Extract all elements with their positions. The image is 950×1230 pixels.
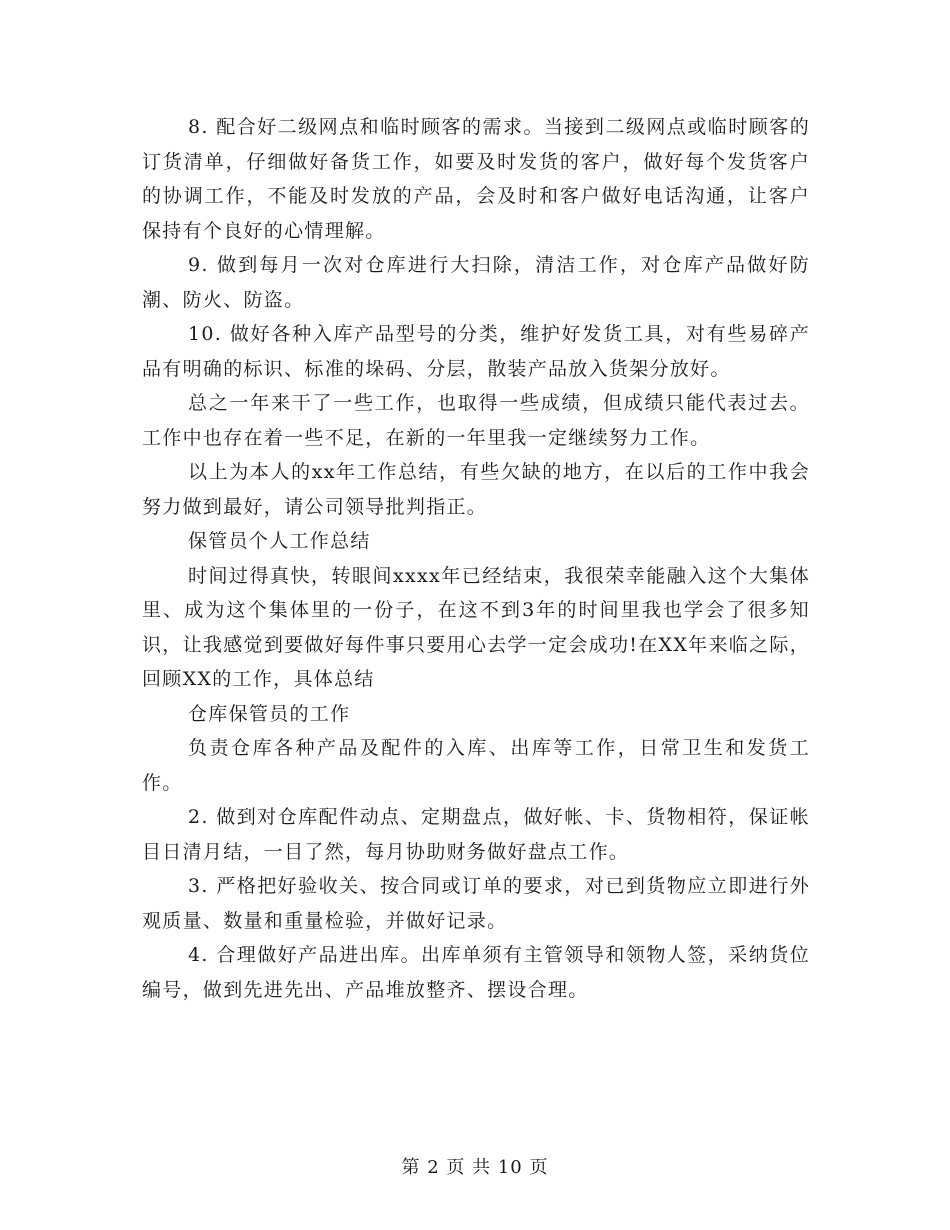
subsection-title: 仓库保管员的工作 xyxy=(188,702,351,725)
paragraph-item-9: 9. 做到每月一次对仓库进行大扫除，清洁工作，对仓库产品做好防潮、防火、防盗。 xyxy=(142,254,810,311)
page-number: 第 2 页 共 10 页 xyxy=(401,1157,549,1178)
paragraph-intro: 时间过得真快，转眼间xxxx年已经结束，我很荣幸能融入这个大集体里、成为这个集体里的一份子，在这不到3年的时间里我也学会了很多知识，让我感觉到要做好每件事只要用心去学一定会成功!在XX年来临之际，回顾XX的工作，具体总结 xyxy=(142,564,810,690)
body-text xyxy=(142,110,810,1007)
paragraph-item-8: 8. 配合好二级网点和临时顾客的需求。当接到二级网点或临时顾客的订货清单，仔细做好备货工作，如要及时发货的客户，做好每个发货客户的协调工作，不能及时发放的产品，会及时和客户做好电话沟通，让客户保持有个良好的心情理解。 xyxy=(142,116,810,242)
paragraph-conclusion: 总之一年来干了一些工作，也取得一些成绩，但成绩只能代表过去。工作中也存在着一些不足，在新的一年里我一定继续努力工作。 xyxy=(142,392,810,449)
paragraph-duty-2: 2. 做到对仓库配件动点、定期盘点，做好帐、卡、货物相符，保证帐目日清月结，一目了然，每月协助财务做好盘点工作。 xyxy=(142,806,810,863)
paragraph-closing: 以上为本人的xx年工作总结，有些欠缺的地方，在以后的工作中我会努力做到最好，请公司领导批判指正。 xyxy=(142,461,810,518)
section-title: 保管员个人工作总结 xyxy=(188,530,371,552)
paragraph-duty-3: 3. 严格把好验收关、按合同或订单的要求，对已到货物应立即进行外观质量、数量和重量检验，并做好记录。 xyxy=(142,875,810,932)
paragraph-duty-4: 4. 合理做好产品进出库。出库单须有主管领导和领物人签，采纳货位编号，做到先进先出、产品堆放整齐、摆设合理。 xyxy=(142,944,810,1001)
paragraph-duty-1: 负责仓库各种产品及配件的入库、出库等工作，日常卫生和发货工作。 xyxy=(142,737,810,794)
paragraph-item-10: 10. 做好各种入库产品型号的分类，维护好发货工具，对有些易碎产品有明确的标识、标准的垛码、分层，散装产品放入货架分放好。 xyxy=(142,323,810,380)
